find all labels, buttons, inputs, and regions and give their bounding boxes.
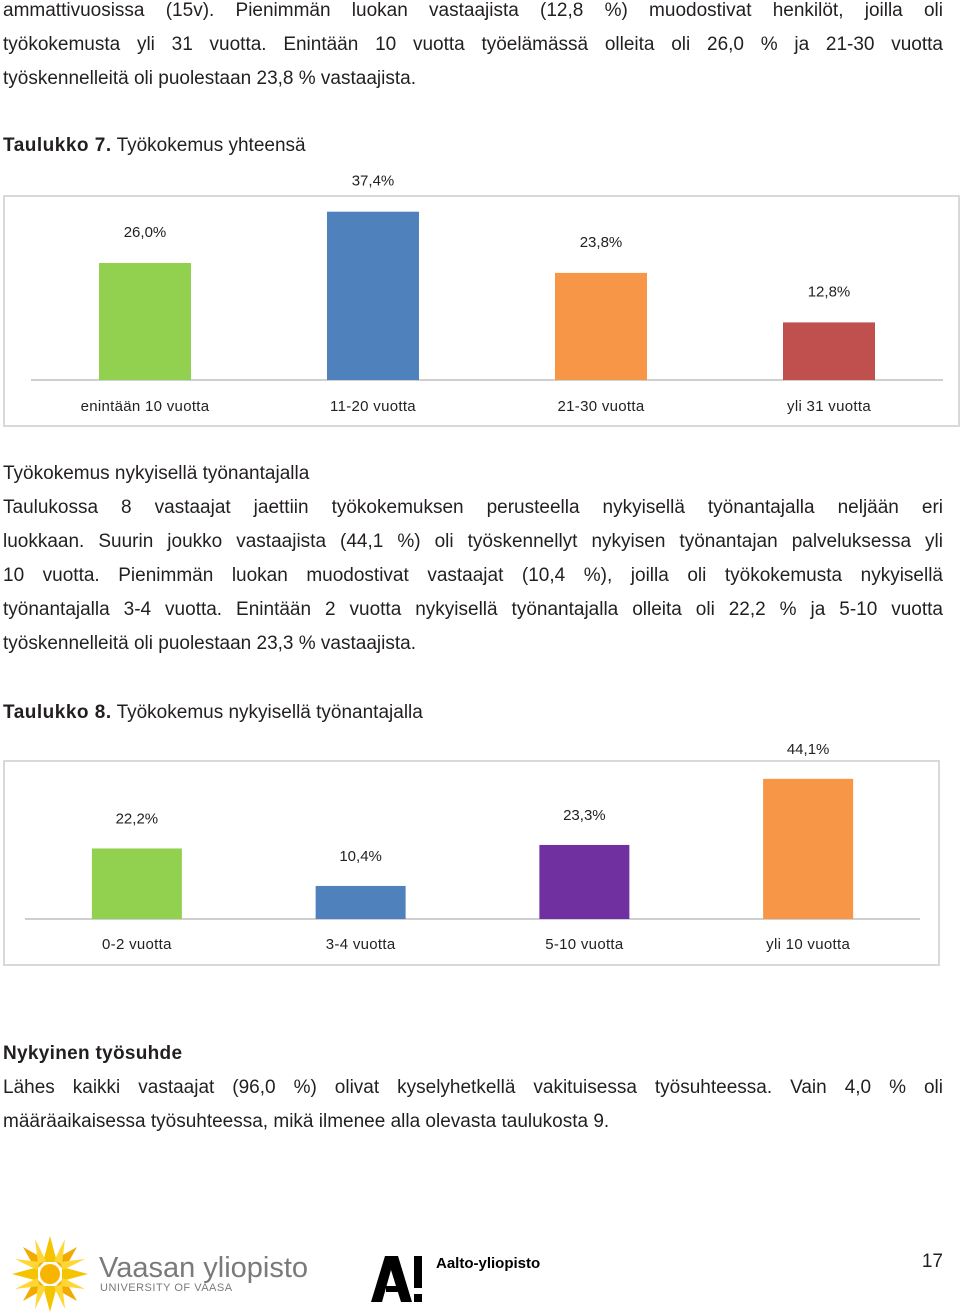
footer-logos	[0, 1228, 960, 1314]
text-line: Taulukossa 8 vastaajat jaettiin työkokemuksen perusteella nykyisellä työnantajalla neljään eri	[3, 497, 943, 518]
data-label-1: 26,0%	[123, 224, 167, 241]
section3-heading: Nykyinen työsuhde	[3, 1043, 183, 1064]
text-line: työskennelleitä oli puolestaan 23,8 % vastaajista.	[3, 68, 416, 89]
aalto-logo-icon	[371, 1256, 422, 1302]
intro-paragraph	[3, 0, 943, 96]
category-label-4: yli 31 vuotta	[787, 398, 871, 415]
chart-tyokokemus-yhteensa	[3, 172, 960, 427]
table8-caption	[3, 700, 423, 726]
text-line: ammattivuosissa (15v). Pienimmän luokan vastaajista (12,8 %) muodostivat henkilöt, joilla oli	[3, 0, 943, 21]
text-line: työnantajalla 3-4 vuotta. Enintään 2 vuotta nykyisellä työnantajalla olleita oli 22,2 % ja 5-10 vuotta	[3, 599, 943, 620]
chart1-svg	[5, 172, 960, 427]
text-line: määräaikaisessa työsuhteessa, mikä ilmenee alla olevasta taulukosta 9.	[3, 1111, 610, 1132]
data-label-2: 10,4%	[339, 847, 382, 865]
category-label-4: yli 10 vuotta	[766, 936, 851, 953]
bar-2	[327, 212, 419, 380]
chart2-svg	[5, 740, 940, 966]
data-label-4: 44,1%	[786, 740, 830, 758]
table7-label: Taulukko 7.	[3, 135, 112, 156]
page-number: 17	[921, 1251, 943, 1272]
chart-tyokokemus-nykyisella	[3, 740, 940, 966]
bar-4	[763, 779, 853, 919]
category-label-3: 5-10 vuotta	[545, 936, 624, 953]
section2-paragraph	[3, 491, 943, 661]
table7-caption	[3, 133, 306, 159]
bar-3	[555, 273, 647, 380]
bar-1	[92, 848, 182, 919]
category-label-1: enintään 10 vuotta	[80, 398, 210, 415]
data-label-4: 12,8%	[807, 283, 851, 301]
category-label-2: 11-20 vuotta	[330, 398, 416, 415]
text-line: luokkaan. Suurin joukko vastaajista (44,1 %) oli työskennellyt nykyisen työnantajan palveluksessa yli	[3, 531, 943, 552]
uv-logo-icon	[12, 1236, 88, 1312]
section2-heading: Työkokemus nykyisellä työnantajalla	[3, 463, 310, 484]
uv-name: Vaasan yliopisto	[99, 1252, 309, 1284]
section3-paragraph	[3, 1071, 943, 1139]
bar-2	[316, 886, 406, 919]
category-label-1: 0-2 vuotta	[102, 936, 172, 953]
text-line: Lähes kaikki vastaajat (96,0 %) olivat kyselyhetkellä vakituisessa työsuhteessa. Vain 4,0 % oli	[3, 1077, 943, 1098]
data-label-1: 22,2%	[115, 810, 159, 828]
data-label-3: 23,8%	[579, 233, 623, 251]
aalto-name: Aalto-yliopisto	[436, 1255, 541, 1272]
category-label-2: 3-4 vuotta	[325, 936, 396, 953]
data-label-2: 37,4%	[351, 172, 395, 190]
text-line: 10 vuotta. Pienimmän luokan muodostivat vastaajat (10,4 %), joilla oli työkokemusta nykyisellä	[3, 565, 943, 586]
table7-title: Työkokemus yhteensä	[116, 135, 306, 156]
text-line: työkokemusta yli 31 vuotta. Enintään 10 vuotta työelämässä olleita oli 26,0 % ja 21-30 vuotta	[3, 34, 943, 55]
bar-3	[539, 845, 629, 919]
table8-title: Työkokemus nykyisellä työnantajalla	[116, 702, 423, 723]
category-label-3: 21-30 vuotta	[557, 398, 645, 415]
bar-1	[99, 263, 191, 380]
data-label-3: 23,3%	[563, 806, 606, 824]
text-line: työskennelleitä oli puolestaan 23,3 % vastaajista.	[3, 633, 416, 654]
table8-label: Taulukko 8.	[3, 702, 112, 723]
bar-4	[783, 322, 875, 380]
uv-subname: UNIVERSITY OF VAASA	[100, 1282, 233, 1294]
